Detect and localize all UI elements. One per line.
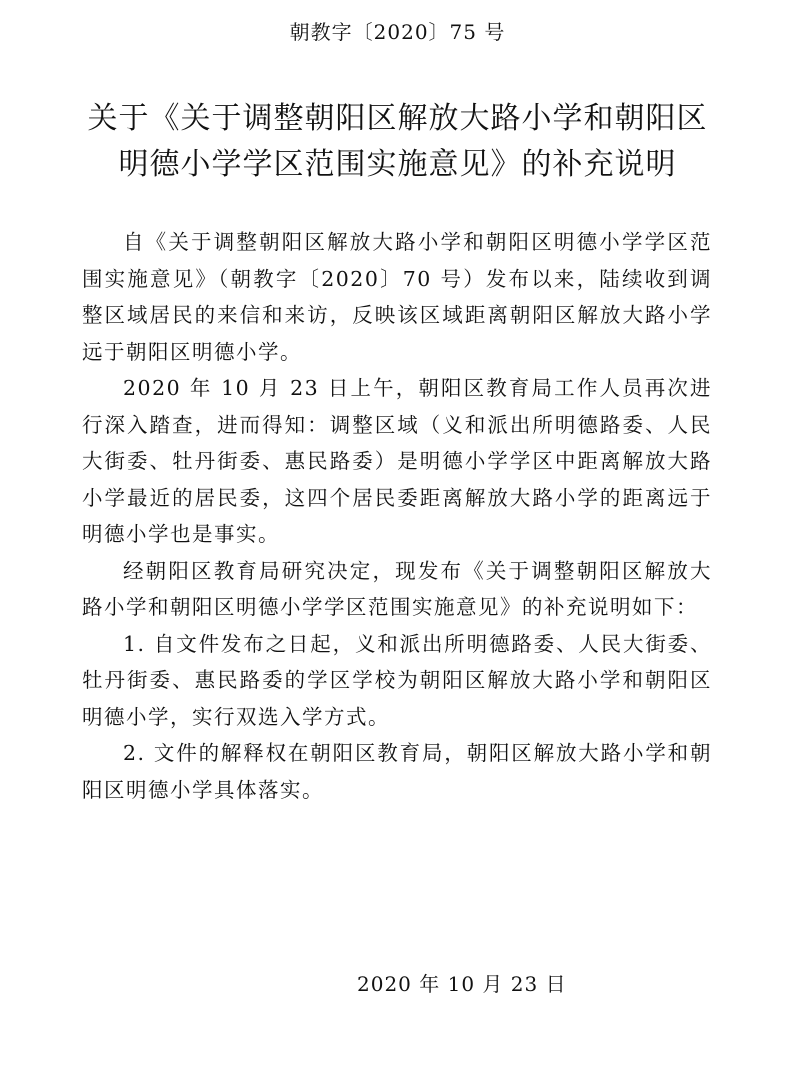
document-body [82,224,712,808]
body-paragraph: 自《关于调整朝阳区解放大路小学和朝阳区明德小学学区范围实施意见》（朝教字〔2020〕70 号）发布以来，陆续收到调整区域居民的来信和来访，反映该区域距离朝阳区解放大路小学远于朝阳区明德小学。 [82,230,712,364]
body-list-item-2: 2. 文件的解释权在朝阳区教育局，朝阳区解放大路小学和朝阳区明德小学具体落实。 [82,741,712,802]
body-paragraph: 经朝阳区教育局研究决定，现发布《关于调整朝阳区解放大路小学和朝阳区明德小学学区范围实施意见》的补充说明如下： [82,558,712,619]
body-paragraph: 2020 年 10 月 23 日上午，朝阳区教育局工作人员再次进行深入踏查，进而得知：调整区域（义和派出所明德路委、人民大街委、牡丹街委、惠民路委）是明德小学学区中距离解放大路小学最近的居民委，这四个居民委距离解放大路小学的距离远于明德小学也是事实。 [82,376,712,546]
document-title-line-1: 关于《关于调整朝阳区解放大路小学和朝阳区 [87,101,708,136]
document-title [60,96,735,188]
document-date: 2020 年 10 月 23 日 [357,972,567,996]
document-number: 朝教字〔2020〕75 号 [289,20,506,44]
body-list-item-1: 1. 自文件发布之日起，义和派出所明德路委、人民大街委、牡丹街委、惠民路委的学区学校为朝阳区解放大路小学和朝阳区明德小学，实行双选入学方式。 [82,631,712,729]
document-title-line-2: 明德小学学区范围实施意见》的补充说明 [118,147,677,182]
